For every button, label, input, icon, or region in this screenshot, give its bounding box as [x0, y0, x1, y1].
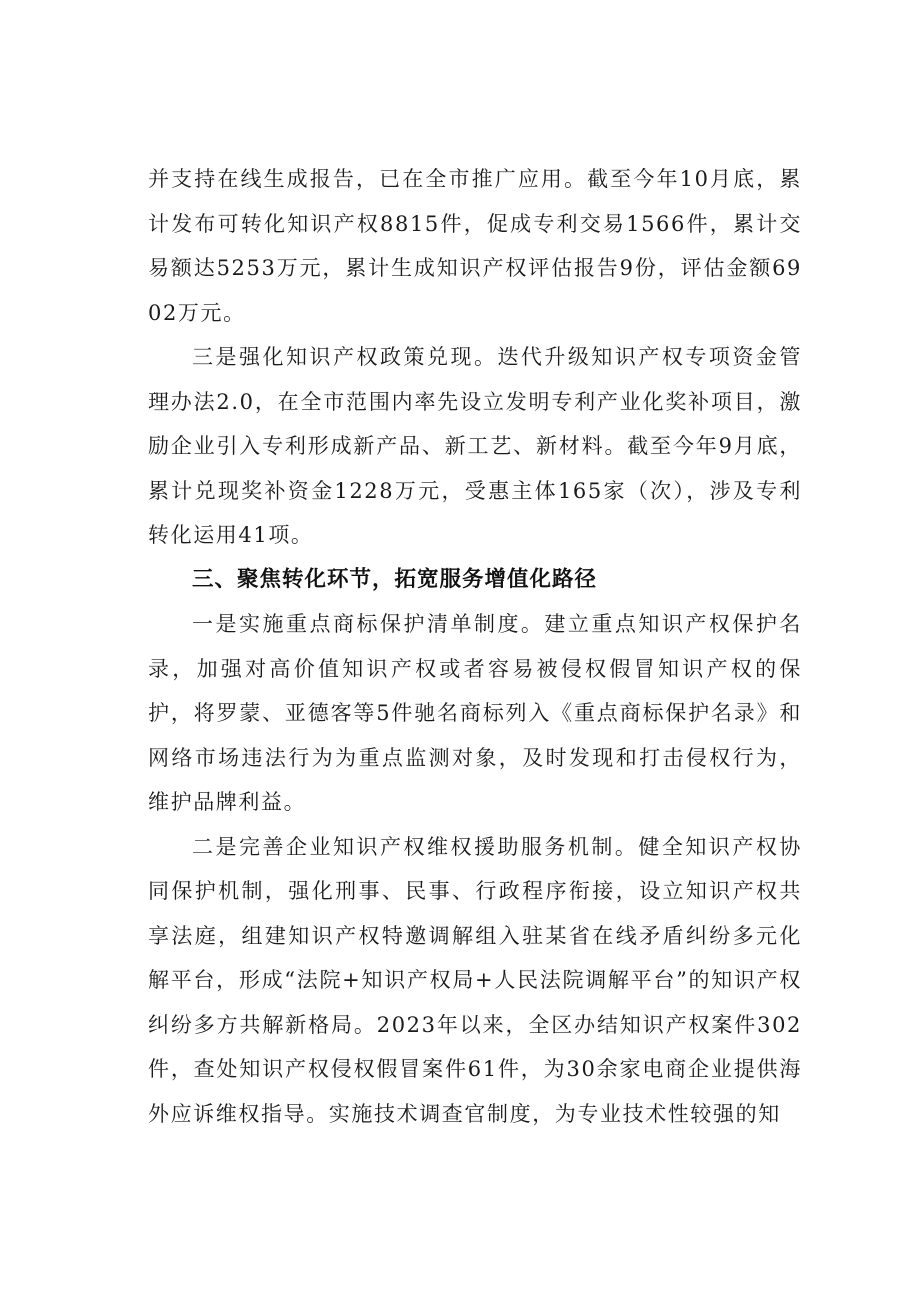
paragraph-policy-implementation: 三是强化知识产权政策兑现。迭代升级知识产权专项资金管理办法2.0，在全市范围内率先设立发明专利产业化奖补项目，激励企业引入专利形成新产品、新工艺、新材料。截至今年9月底，累计兑现奖补资金1228万元，受惠主体165家（次），涉及专利转化运用41项。	[148, 345, 802, 547]
document-body	[148, 157, 802, 1136]
paragraph-rights-assistance: 二是完善企业知识产权维权援助服务机制。健全知识产权协同保护机制，强化刑事、民事、行政程序衔接，设立知识产权共享法庭，组建知识产权特邀调解组入驻某省在线矛盾纠纷多元化解平台，形成“法院+知识产权局+人民法院调解平台”的知识产权纠纷多方共解新格局。2023年以来，全区办结知识产权案件302件，查处知识产权侵权假冒案件61件，为30余家电商企业提供海外应诉维权指导。实施技术调查官制度，为专业技术性较强的知	[148, 834, 802, 1126]
section-heading-three: 三、聚焦转化环节，拓宽服务增值化路径	[192, 566, 598, 592]
paragraph-trademark-protection: 一是实施重点商标保护清单制度。建立重点知识产权保护名录，加强对高价值知识产权或者容易被侵权假冒知识产权的保护，将罗蒙、亚德客等5件驰名商标列入《重点商标保护名录》和网络市场违法行为为重点监测对象，及时发现和打击侵权行为，维护品牌利益。	[148, 612, 802, 814]
paragraph-patent-transfer-stats: 并支持在线生成报告，已在全市推广应用。截至今年10月底，累计发布可转化知识产权8815件，促成专利交易1566件，累计交易额达5253万元，累计生成知识产权评估报告9份，评估金额6902万元。	[148, 167, 802, 325]
